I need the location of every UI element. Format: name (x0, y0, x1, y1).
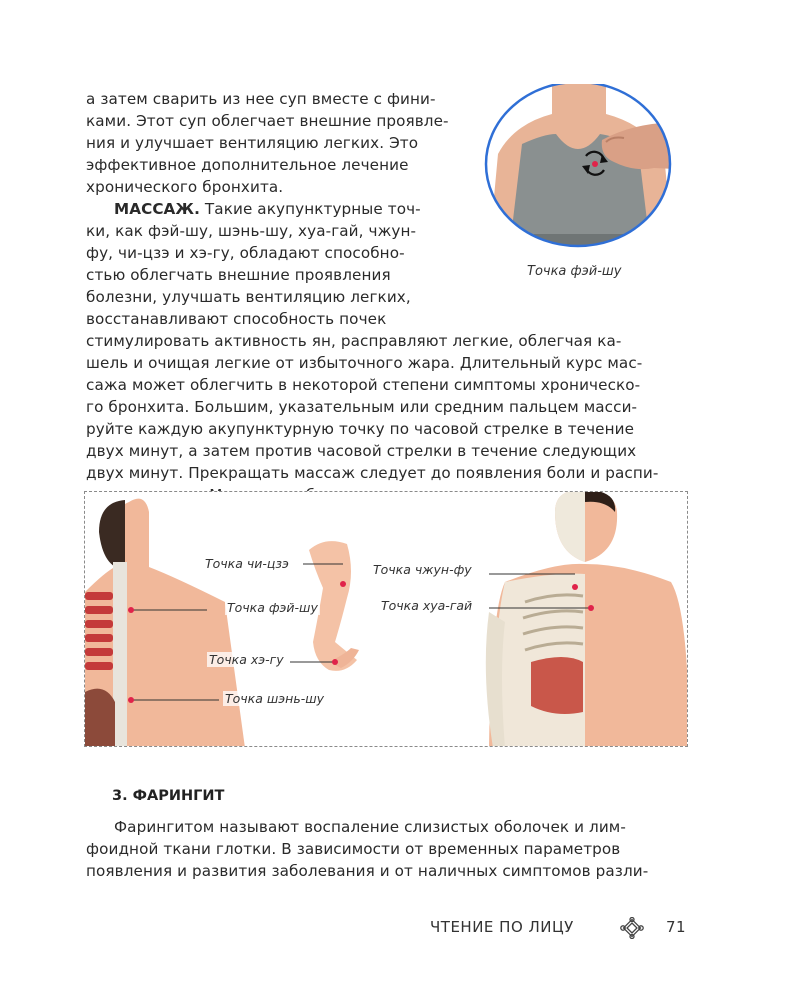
shen-shu-point-marker (128, 697, 134, 703)
label-he-gu: Точка хэ-гу (209, 652, 284, 667)
text-line: эффективное дополнительное лечение (86, 156, 409, 174)
label-fei-shu: Точка фэй-шу (227, 600, 318, 615)
label-shen-shu: Точка шэнь-шу (225, 691, 325, 706)
text-line: Фарингитом называют воспаление слизистых оболочек и лим- (114, 818, 626, 836)
text-line: двух минут. Прекращать массаж следует до появления боли и распи- (86, 464, 659, 482)
acupoint-diagram (84, 491, 688, 747)
text-line: го бронхита. Большим, указательным или средним пальцем масси- (86, 398, 638, 416)
hua-gai-point-marker (588, 605, 594, 611)
label-chi-tsze: Точка чи-цзэ (205, 556, 289, 571)
text-line: фоидной ткани глотки. В зависимости от временных параметров (86, 840, 621, 858)
text-line: а затем сварить из нее суп вместе с фини- (86, 90, 436, 108)
text-line: болезни, улучшать вентиляцию легких, (86, 288, 411, 306)
paragraph-massage (86, 198, 454, 330)
text-line: ками. Этот суп облегчает внешние проявле- (86, 112, 449, 130)
label-zhong-fu: Точка чжун-фу (373, 562, 472, 577)
paragraph-massage-continued (86, 330, 690, 506)
he-gu-point-marker (332, 659, 338, 665)
zhong-fu-point-marker (572, 584, 578, 590)
text-line (86, 198, 454, 220)
text-fragment: Такие акупунктурные точ- (199, 200, 421, 218)
text-line: стью облегчать внешние проявления (86, 266, 391, 284)
text-line: ки, как фэй-шу, шэнь-шу, хуа-гай, чжун- (86, 222, 417, 240)
massage-heading: МАССАЖ. (114, 200, 200, 218)
massage-photo (474, 84, 692, 262)
fei-shu-point-marker (592, 161, 598, 167)
text-line: хронического бронхита. (86, 178, 284, 196)
paragraph-pharyngitis (86, 816, 690, 882)
text-line: стимулировать активность ян, расправляют легкие, облегчая ка- (86, 332, 622, 350)
text-line: ния и улучшает вентиляцию легких. Это (86, 134, 419, 152)
fei-shu-point-marker (128, 607, 134, 613)
chi-tsze-point-marker (340, 581, 346, 587)
label-hua-gai: Точка хуа-гай (381, 598, 473, 613)
running-title: ЧТЕНИЕ ПО ЛИЦУ (430, 918, 574, 936)
page-footer (430, 918, 690, 936)
text-line: руйте каждую акупунктурную точку по часовой стрелке в течение (86, 420, 635, 438)
text-line: фу, чи-цзэ и хэ-гу, обладают способно- (86, 244, 405, 262)
photo-caption: Точка фэй-шу (527, 264, 622, 279)
page-number: 71 (666, 918, 687, 936)
text-line: появления и развития заболевания и от наличных симптомов разли- (86, 862, 649, 880)
text-line: сажа может облегчить в некоторой степени симптомы хроническо- (86, 376, 641, 394)
endless-knot-icon (620, 917, 644, 939)
text-line: восстанавливают способность почек (86, 310, 387, 328)
diagram-artwork (85, 492, 688, 747)
text-line: шель и очищая легкие от избыточного жара. Длительный курс мас- (86, 354, 643, 372)
section-heading: 3. ФАРИНГИТ (112, 788, 225, 804)
paragraph-soup (86, 88, 454, 198)
front-figure (486, 492, 688, 747)
back-figure (85, 499, 245, 747)
text-line: двух минут, а затем против часовой стрелки в течение следующих (86, 442, 637, 460)
